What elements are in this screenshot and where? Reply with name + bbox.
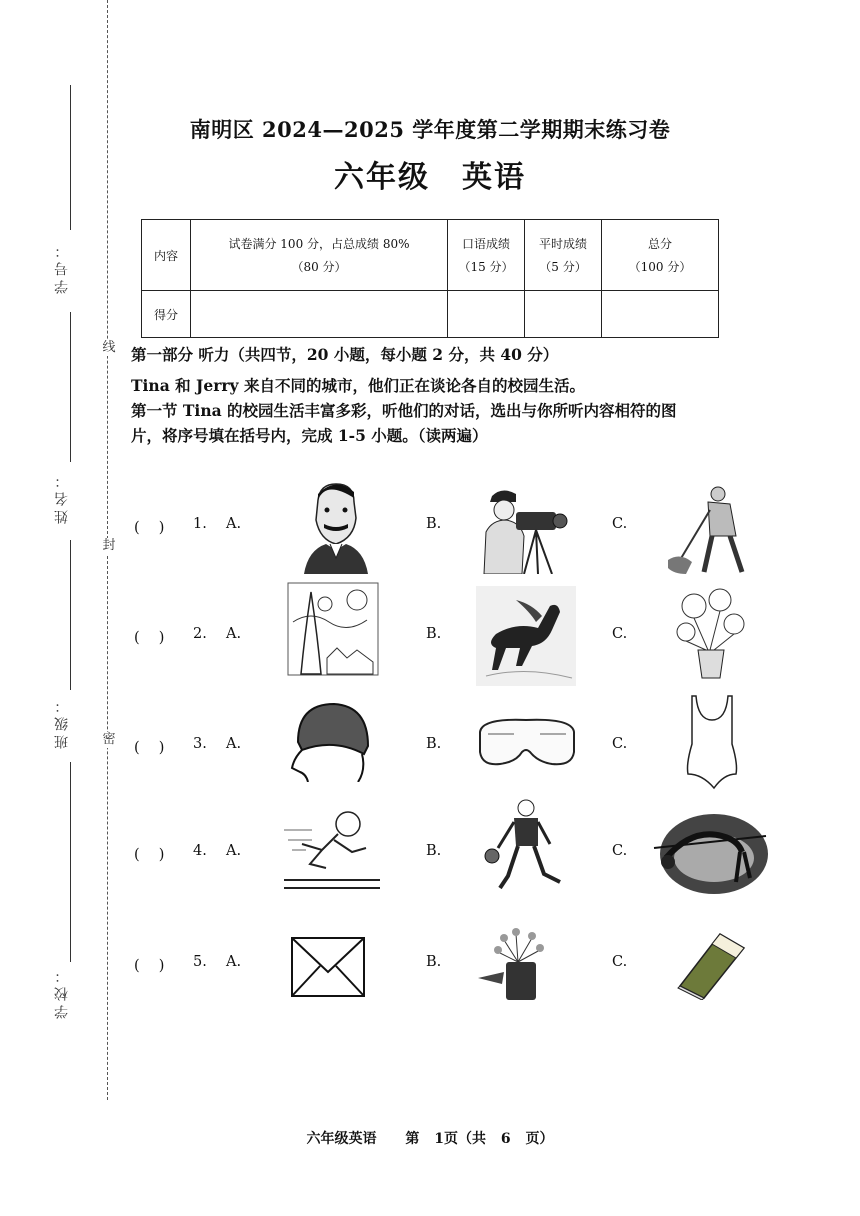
answer-bracket[interactable]: ( ) — [134, 740, 165, 756]
name-line-top — [70, 312, 71, 462]
option-a-label: A. — [226, 843, 242, 859]
writer-portrait-icon[interactable] — [290, 478, 380, 574]
high-jump-icon[interactable] — [652, 806, 768, 896]
option-b-label: B. — [426, 954, 442, 970]
seal-char-seal: 封 — [100, 538, 118, 554]
option-b-label: B. — [426, 626, 442, 642]
envelope-icon[interactable] — [290, 936, 366, 998]
class-label: 班级： — [54, 695, 70, 749]
score-table-header-oral: 口语成绩 （15 分） — [448, 220, 525, 291]
swimsuit-icon[interactable] — [682, 694, 742, 790]
score-cell-oral[interactable] — [448, 291, 525, 338]
score-table — [141, 219, 719, 338]
student-id-label: 学号： — [54, 240, 70, 294]
part-title: 第一部分 听力（共四节，20 小题，每小题 2 分，共 40 分） — [131, 345, 559, 364]
exam-subtitle: 六年级 英语 — [334, 160, 526, 195]
option-a-label: A. — [226, 516, 242, 532]
score-table-header-content: 内容 — [142, 220, 191, 291]
score-table-header-total: 总分 （100 分） — [602, 220, 719, 291]
option-c-label: C. — [612, 954, 628, 970]
basketball-player-icon[interactable] — [478, 798, 570, 894]
seal-char-secret: 密 — [100, 732, 118, 748]
option-a-label: A. — [226, 954, 242, 970]
option-c-label: C. — [612, 516, 628, 532]
exam-title: 南明区 2024—2025 学年度第二学期期末练习卷 — [189, 117, 671, 142]
question-number: 2. — [193, 626, 207, 642]
question-number: 4. — [193, 843, 207, 859]
answer-bracket[interactable]: ( ) — [134, 520, 165, 536]
option-a-label: A. — [226, 736, 242, 752]
answer-bracket[interactable]: ( ) — [134, 630, 165, 646]
swimming-cap-icon[interactable] — [284, 698, 380, 782]
score-table-header-paper: 试卷满分 100 分，占总成绩 80% （80 分） — [191, 220, 448, 291]
option-c-label: C. — [612, 626, 628, 642]
swimming-goggles-icon[interactable] — [474, 712, 580, 776]
cameraman-icon[interactable] — [472, 482, 572, 574]
option-b-label: B. — [426, 736, 442, 752]
class-line-top — [70, 540, 71, 690]
instruction-line-2: 片，将序号填在括号内，完成 1-5 小题。（读两遍） — [131, 426, 488, 445]
starry-night-painting-icon[interactable] — [287, 582, 379, 676]
option-c-label: C. — [612, 843, 628, 859]
option-b-label: B. — [426, 843, 442, 859]
school-line-top — [70, 762, 71, 962]
question-number: 3. — [193, 736, 207, 752]
street-sweeper-icon[interactable] — [666, 482, 758, 578]
score-cell-total[interactable] — [602, 291, 719, 338]
seal-char-line: 线 — [100, 340, 118, 356]
option-a-label: A. — [226, 626, 242, 642]
score-row-label: 得分 — [142, 291, 191, 338]
option-c-label: C. — [612, 736, 628, 752]
running-horse-icon[interactable] — [476, 586, 576, 686]
long-jump-icon[interactable] — [282, 800, 382, 894]
eraser-icon[interactable] — [676, 930, 748, 1000]
score-cell-usual[interactable] — [525, 291, 602, 338]
name-label: 姓名： — [54, 470, 70, 524]
school-label: 学校： — [54, 965, 70, 1019]
answer-bracket[interactable]: ( ) — [134, 847, 165, 863]
score-table-header-usual: 平时成绩 （5 分） — [525, 220, 602, 291]
potted-plant-icon[interactable] — [476, 922, 556, 1002]
question-number: 1. — [193, 516, 207, 532]
page-footer: 六年级英语 第 1页（共 6 页） — [306, 1131, 554, 1147]
answer-bracket[interactable]: ( ) — [134, 958, 165, 974]
question-number: 5. — [193, 954, 207, 970]
option-b-label: B. — [426, 516, 442, 532]
score-cell-paper[interactable] — [191, 291, 448, 338]
intro-text: Tina 和 Jerry 来自不同的城市，他们正在谈论各自的校园生活。 — [131, 376, 585, 395]
flower-vase-sketch-icon[interactable] — [664, 584, 756, 684]
instruction-line-1: 第一节 Tina 的校园生活丰富多彩，听他们的对话，选出与你所听内容相符的图 — [131, 401, 677, 420]
